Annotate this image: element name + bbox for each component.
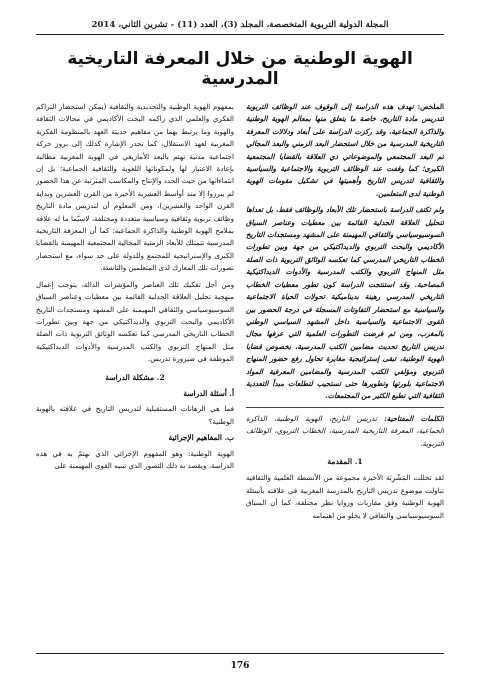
body-paragraph-1: بمفهوم الهوية الوطنية والتحديدية والثقافية (يمكن استحضار التراكم الفكري والعلمي الذي راكمه البحث الأكاديمي في مجالات الثقافة والهوية وما يرتبط بهما من مفاهيم حديثة العهد بالمنظومة الفكرية المغربية لعهد الاستقلال، كما تجدر الإشارة كذلك إلى بروز حركة اجتماعية مدنية تهتم بالبعد الأمازيغي في الهوية المغربية مطالبة بإعادة الاعتبار لها ولمكوناتها اللغوية والثقافية الجماعية؛ بل إن انتماءاتها من حيث الحدد والإنتاج والمكاسب المترتبة عن هذا الحضور لم يبرزوا إلا منذ أواسط العشرية الأخيرة من القرن العشرين وبداية القرن الواحد والعشرين)، ومن المعلوم أن لتدريس مادة التاريخ وظائف تربوية وثقافية وسياسية متعددة ومختلفة، لاسيّما ما له علاقة بملامح الهوية الوطنية والذاكرة الجماعية؛ كما أن المعرفة التاريخية المدرسية تتمثلك للأبعاد الزمنية المجالية المجتمعية المهيمنة بالقضايا الكبرى والإستراتيجية للمجتمع وللدولة على حد سواء، مع استحضار تصورات تلك المعارك لدى المتعلمين والناشئة. (36, 102, 234, 273)
body-paragraph-2: ومن أجل تفكيك تلك العناصر والمؤشرات الدالة، يتوجب إعمال منهجية تحليل العلاقة الجدلية القائمة بين معطيات وعناصر السياق السوسيوسياسي والثقافي المهيمنة على المشهد ومستجدات التاريخ الأكاديمي والبحث التربوي والديداكتيكي من جهة وبين تطورات الخطاب التاريخي المدرسي كما تعكسه الوثائق التربوية ذات الصلة مثل المنهاج التربوي والكتب المدرسية والأدوات الديداكتيكية الموظفة في صيرورة تدريس. (36, 279, 234, 364)
running-header: المجلة الدولية التربوية المتخصصة، المجلد (3)، العدد (11) - تشرين الثاني، 2014 (36, 20, 444, 35)
concepts-paragraph: الهوية الوطنية: وهو المفهوم الإجرائي الذي نهتمّ به في هذه الدراسة، ويقصد به ذلك التصور الذي تبنيه القوى المهيمنة على (36, 448, 234, 470)
concepts-subheading: ب. المفاهيم الإجرائية (168, 433, 234, 443)
right-column (246, 101, 444, 631)
keywords-label: الكلمات المفتاحية: (384, 413, 444, 423)
footer-rule (36, 653, 444, 654)
abstract-label: الملخص: (417, 102, 444, 111)
problem-heading: 2. مشكلة الدراسة (105, 372, 165, 382)
article-title: الهوية الوطنية من خلال المعرفة التاريخية المدرسية (67, 49, 413, 89)
intro-paragraph: لقد تخللت المَشْرِبَة الأخيرة مجموعة من الأنشطة العلمية والثقافية تناولت موضوع تدريس التاريخ بالمدرسة المغربية في علاقته بأسئلة الهوية الوطنية وفق مقاربات وزوايا نظر مختلفة، كما أن السياق السوسيوسياسي والثقافي لا يخلو من اهتمامه (246, 473, 444, 520)
abstract-paragraph (246, 101, 444, 200)
questions-subheading: أ. أسئلة الدراسة (183, 388, 234, 398)
left-column (36, 101, 234, 631)
intro-heading: 1. المقدمة (327, 456, 363, 466)
keywords-text: تدريس التاريخ، الهوية الوطنية، الذاكرة الجماعية، المعرفة التاريخية المدرسية، الخطاب التربوي، الوظائف التربوية. (246, 413, 444, 448)
two-column-body (36, 101, 444, 631)
abstract-text: تهدف هذه الدراسة إلى الوقوف عند الوظائف التربوية لتدريس مادة التاريخ، خاصة ما يتعلق منها بمعالم الهوية الوطنية والذاكرة الجماعية، وقد ركزت الدراسة على أبعاد ودلالات المعرفة التاريخية المدرسية من خلال استحضار البعد الزمني والبعد المجالي ثم البعد المجتمعي والموضوعاتي ذي العلاقة بالقضايا المجتمعية الكبرى؛ كما وقفت عند الوظائف التربوية والاجتماعية والسياسية والثقافية لتدريس التاريخ وأهميتها في تشكيل مقومات الهوية الوطنية لدى المتعلمين. (246, 102, 444, 198)
abstract-paragraph-2: ولم تكتف الدراسة باستحضار تلك الأبعاد والوظائف فقط، بل تعداها لتحليل العلاقة الجدلية القائمة بين معطيات وعناصر السياق السوسيوسياسي والثقافي المهيمنة على المشهد ومستجدات التاريخ الأكاديمي والبحث التربوي والديداكتيكي من جهة وبين تطورات الخطاب التاريخي المدرسي كما تعكسه الوثائق التربوية ذات الصلة مثل المنهاج التربوي والكتب المدرسية والأدوات الديداكتيكية المصاحبة. وقد استنتجت الدراسة كون تطور معطيات الخطاب التاريخي المدرسي رهينة بديناميكية تحولات الحياة الاجتماعية والسياسية مع استحضار التفاوتات المسجلة في درجة الحضور بين القوى الاجتماعية والسياسية داخل المشهد السياسي الوطني بالمغرب، ومن ثم فرضت التطورات العلمية التي عرفها مجال تدريس التاريخ تحديث مضامين الكتب المدرسية، بخصوص قضايا الهوية الوطنية، تبقى إستراتيجية مغايرة تحاول رفع حضور المنهاج التربوي ومؤلفي الكتب المدرسية والمضامين المعرفية المواد الاجتماعية بلورتها وتطويرها حتى تستجيب لتطلعات مبدأ التعددية الثقافية التي تطبع الكثير من المجتمعات. (246, 205, 444, 401)
keywords-paragraph (246, 413, 444, 450)
page-number: 176 (230, 661, 250, 671)
questions-paragraph: فما هي الرهانات المستقبلية لتدريس التاريخ في علاقته بالهوية الوطنية؟ (36, 404, 234, 426)
abstract-divider (246, 407, 444, 408)
